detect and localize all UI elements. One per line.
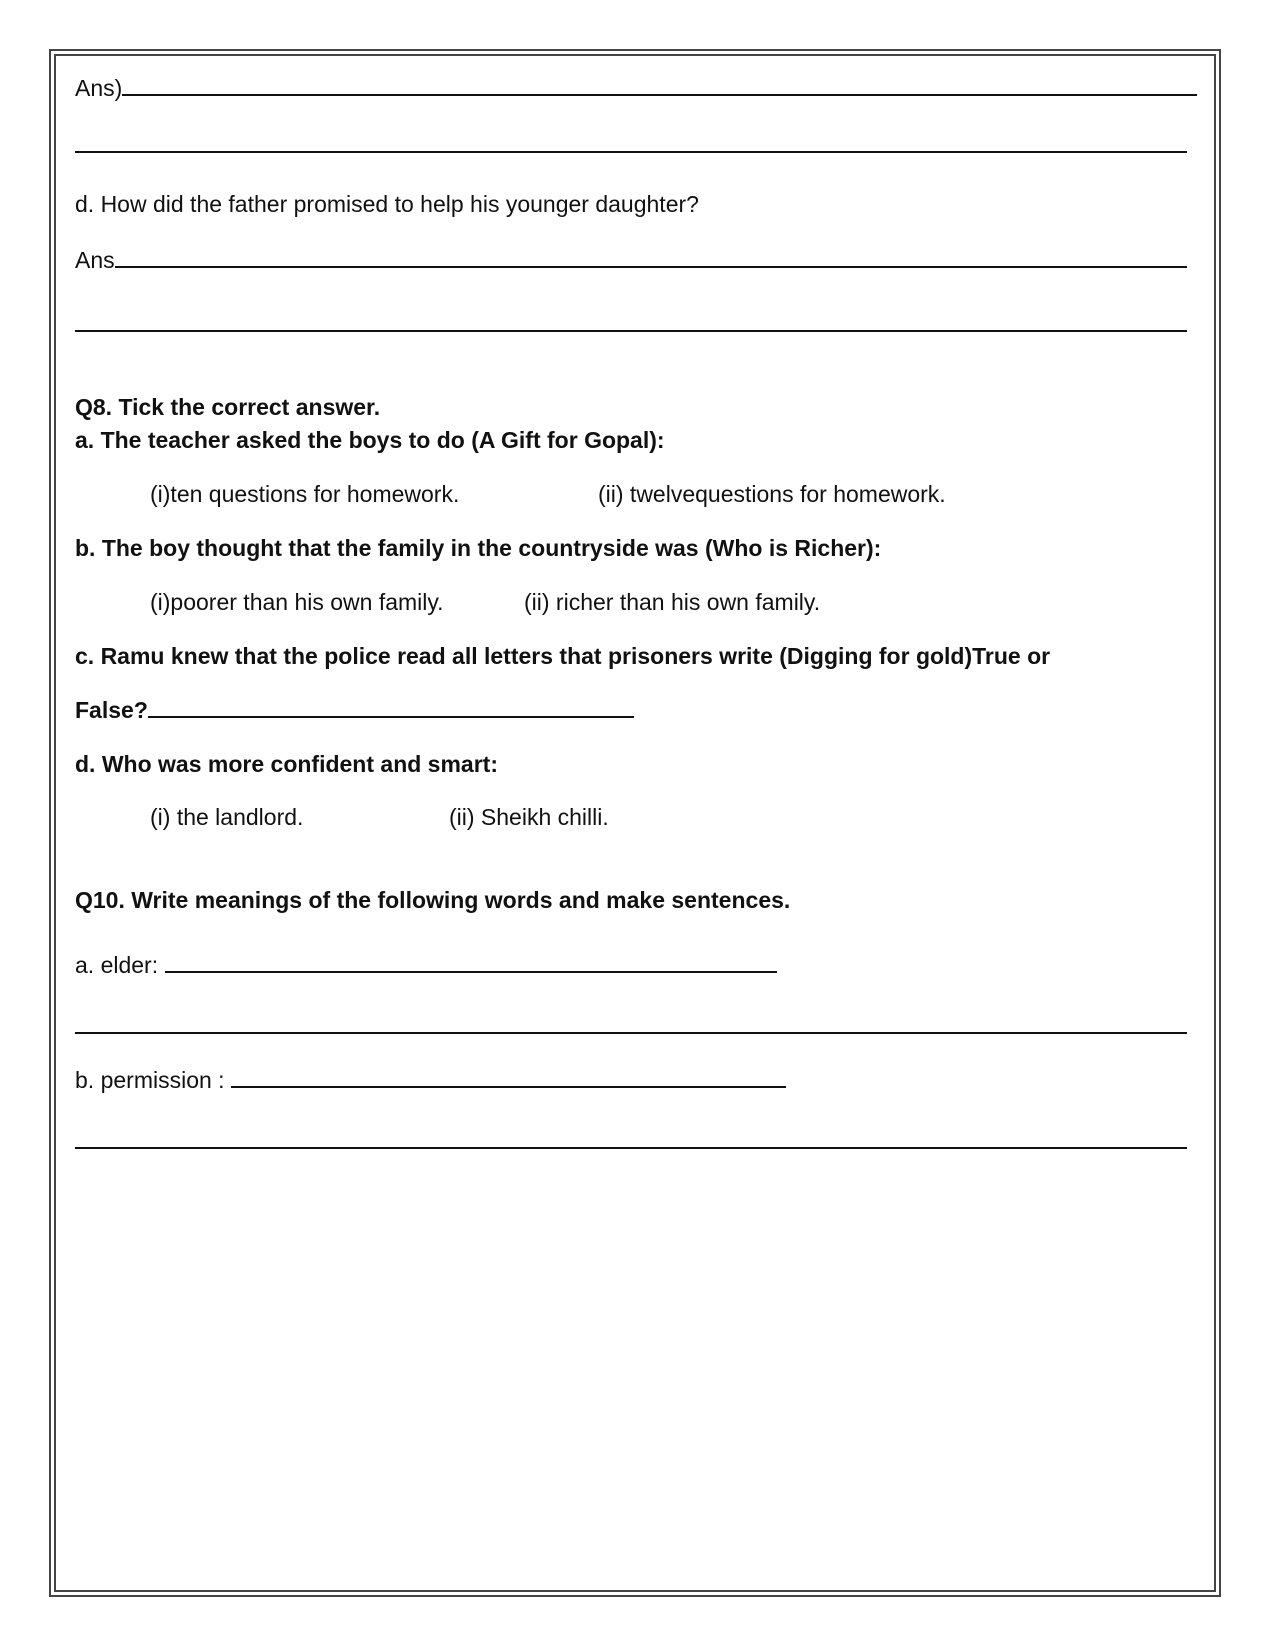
q10a-row xyxy=(75,951,777,979)
q10a-sentence-line[interactable] xyxy=(75,1032,1187,1034)
answer-d-label: Ans xyxy=(75,247,115,273)
q8b-question: b. The boy thought that the family in the countryside was (Who is Richer): xyxy=(75,535,882,561)
q8a-question: a. The teacher asked the boys to do (A Gift for Gopal): xyxy=(75,427,665,453)
question-d: d. How did the father promised to help his younger daughter? xyxy=(75,191,699,217)
q10-heading: Q10. Write meanings of the following words and make sentences. xyxy=(75,887,791,913)
q8b-option-1[interactable]: (i)poorer than his own family. xyxy=(150,589,444,615)
answer-d-blank[interactable] xyxy=(115,246,1187,268)
q10a-meaning-blank[interactable] xyxy=(165,951,777,973)
q8d-question: d. Who was more confident and smart: xyxy=(75,751,498,777)
q8b-option-2[interactable]: (ii) richer than his own family. xyxy=(524,589,821,615)
q8c-answer-blank[interactable] xyxy=(148,696,634,718)
answer-c-line-2[interactable] xyxy=(75,151,1187,153)
q8c-question-line-1: c. Ramu knew that the police read all letters that prisoners write (Digging for gold)True or xyxy=(75,643,1051,669)
q10b-label: b. permission : xyxy=(75,1067,225,1093)
answer-d-line-2[interactable] xyxy=(75,330,1187,332)
q8d-option-2[interactable]: (ii) Sheikh chilli. xyxy=(449,804,609,830)
q8d-option-1[interactable]: (i) the landlord. xyxy=(150,804,304,830)
q8c-false-label: False? xyxy=(75,697,148,723)
q8c-question-line-2 xyxy=(75,696,634,724)
answer-c-label: Ans) xyxy=(75,75,123,101)
q10b-meaning-blank[interactable] xyxy=(231,1066,786,1088)
q10b-sentence-line[interactable] xyxy=(75,1147,1187,1149)
q10a-label: a. elder: xyxy=(75,952,159,978)
answer-c-blank[interactable] xyxy=(122,74,1197,96)
q8a-option-2[interactable]: (ii) twelvequestions for homework. xyxy=(598,481,946,507)
q8-heading: Q8. Tick the correct answer. xyxy=(75,394,381,420)
answer-d-row xyxy=(75,246,1187,274)
q8a-option-1[interactable]: (i)ten questions for homework. xyxy=(150,481,460,507)
answer-c-row xyxy=(75,74,1197,102)
q10b-row xyxy=(75,1066,786,1094)
